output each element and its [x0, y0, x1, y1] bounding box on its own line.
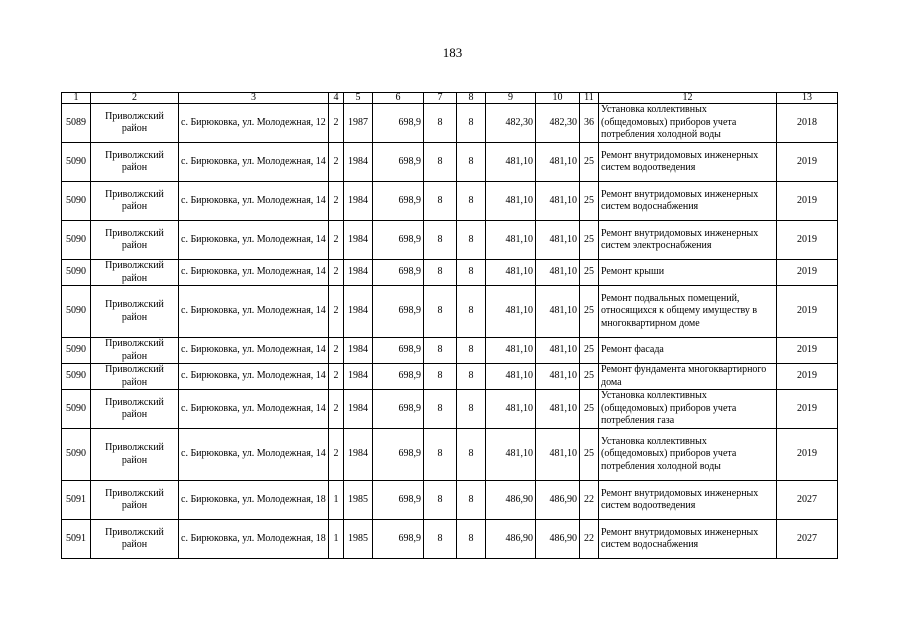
cell-work-type: Ремонт фасада	[599, 338, 777, 364]
column-header-9: 9	[486, 93, 536, 104]
cell-cost: 481,10	[486, 364, 536, 390]
cell-cost: 481,10	[486, 260, 536, 286]
cell-build-year: 1984	[344, 182, 373, 221]
table-row	[62, 429, 838, 481]
cell-build-year: 1984	[344, 429, 373, 481]
cell-address: с. Бирюковка, ул. Молодежная, 14	[179, 338, 329, 364]
cell-cost: 481,10	[486, 390, 536, 429]
cell-col-11: 25	[580, 429, 599, 481]
cell-limit-cost: 481,10	[536, 286, 580, 338]
cell-district: Приволжский район	[91, 338, 179, 364]
table-row	[62, 143, 838, 182]
table-row	[62, 182, 838, 221]
cell-limit-cost: 481,10	[536, 143, 580, 182]
capital-repair-table	[61, 92, 838, 559]
cell-floors: 2	[329, 429, 344, 481]
cell-row-number: 5090	[62, 143, 91, 182]
cell-row-number: 5090	[62, 260, 91, 286]
cell-work-type: Ремонт внутридомовых инженерных систем водоотведения	[599, 481, 777, 520]
cell-col-7: 8	[424, 429, 457, 481]
cell-col-7: 8	[424, 338, 457, 364]
cell-build-year: 1984	[344, 364, 373, 390]
table-row	[62, 364, 838, 390]
cell-floors: 2	[329, 286, 344, 338]
cell-plan-year: 2019	[777, 182, 838, 221]
cell-total-area: 698,9	[373, 364, 424, 390]
cell-plan-year: 2019	[777, 221, 838, 260]
cell-plan-year: 2019	[777, 429, 838, 481]
cell-district: Приволжский район	[91, 364, 179, 390]
cell-col-11: 25	[580, 364, 599, 390]
cell-row-number: 5091	[62, 481, 91, 520]
column-header-4: 4	[329, 93, 344, 104]
cell-floors: 1	[329, 481, 344, 520]
cell-work-type: Ремонт внутридомовых инженерных систем водоснабжения	[599, 520, 777, 559]
cell-district: Приволжский район	[91, 104, 179, 143]
cell-total-area: 698,9	[373, 286, 424, 338]
cell-col-11: 22	[580, 520, 599, 559]
column-header-2: 2	[91, 93, 179, 104]
cell-district: Приволжский район	[91, 390, 179, 429]
cell-address: с. Бирюковка, ул. Молодежная, 12	[179, 104, 329, 143]
cell-limit-cost: 481,10	[536, 260, 580, 286]
cell-address: с. Бирюковка, ул. Молодежная, 14	[179, 182, 329, 221]
cell-col-11: 25	[580, 286, 599, 338]
cell-address: с. Бирюковка, ул. Молодежная, 14	[179, 143, 329, 182]
cell-floors: 2	[329, 338, 344, 364]
cell-limit-cost: 481,10	[536, 338, 580, 364]
cell-work-type: Ремонт крыши	[599, 260, 777, 286]
cell-address: с. Бирюковка, ул. Молодежная, 14	[179, 390, 329, 429]
cell-plan-year: 2018	[777, 104, 838, 143]
cell-total-area: 698,9	[373, 221, 424, 260]
cell-district: Приволжский район	[91, 429, 179, 481]
cell-col-8: 8	[457, 520, 486, 559]
column-header-10: 10	[536, 93, 580, 104]
cell-cost: 486,90	[486, 481, 536, 520]
cell-plan-year: 2019	[777, 338, 838, 364]
cell-col-8: 8	[457, 104, 486, 143]
cell-address: с. Бирюковка, ул. Молодежная, 18	[179, 481, 329, 520]
cell-col-11: 36	[580, 104, 599, 143]
cell-address: с. Бирюковка, ул. Молодежная, 18	[179, 520, 329, 559]
cell-work-type: Ремонт внутридомовых инженерных систем электроснабжения	[599, 221, 777, 260]
cell-cost: 481,10	[486, 143, 536, 182]
column-header-6: 6	[373, 93, 424, 104]
cell-floors: 2	[329, 143, 344, 182]
cell-work-type: Установка коллективных (общедомовых) приборов учета потребления холодной воды	[599, 429, 777, 481]
cell-col-11: 25	[580, 390, 599, 429]
cell-district: Приволжский район	[91, 481, 179, 520]
cell-cost: 481,10	[486, 429, 536, 481]
cell-district: Приволжский район	[91, 520, 179, 559]
cell-total-area: 698,9	[373, 104, 424, 143]
cell-col-7: 8	[424, 104, 457, 143]
cell-col-7: 8	[424, 364, 457, 390]
cell-col-11: 25	[580, 182, 599, 221]
cell-plan-year: 2027	[777, 481, 838, 520]
column-header-8: 8	[457, 93, 486, 104]
cell-build-year: 1984	[344, 338, 373, 364]
cell-floors: 2	[329, 390, 344, 429]
cell-floors: 2	[329, 104, 344, 143]
cell-total-area: 698,9	[373, 481, 424, 520]
column-header-7: 7	[424, 93, 457, 104]
cell-total-area: 698,9	[373, 338, 424, 364]
cell-floors: 2	[329, 221, 344, 260]
cell-limit-cost: 481,10	[536, 429, 580, 481]
cell-col-8: 8	[457, 364, 486, 390]
cell-col-8: 8	[457, 221, 486, 260]
cell-col-11: 25	[580, 260, 599, 286]
cell-plan-year: 2027	[777, 520, 838, 559]
cell-district: Приволжский район	[91, 182, 179, 221]
table-body	[62, 104, 838, 559]
cell-total-area: 698,9	[373, 143, 424, 182]
cell-row-number: 5090	[62, 390, 91, 429]
cell-total-area: 698,9	[373, 520, 424, 559]
column-header-11: 11	[580, 93, 599, 104]
cell-row-number: 5089	[62, 104, 91, 143]
cell-plan-year: 2019	[777, 286, 838, 338]
cell-col-7: 8	[424, 286, 457, 338]
cell-col-8: 8	[457, 429, 486, 481]
cell-col-8: 8	[457, 260, 486, 286]
cell-work-type: Установка коллективных (общедомовых) приборов учета потребления газа	[599, 390, 777, 429]
cell-col-7: 8	[424, 390, 457, 429]
cell-cost: 482,30	[486, 104, 536, 143]
cell-col-8: 8	[457, 338, 486, 364]
table-row	[62, 481, 838, 520]
cell-total-area: 698,9	[373, 390, 424, 429]
cell-total-area: 698,9	[373, 260, 424, 286]
cell-cost: 481,10	[486, 221, 536, 260]
cell-total-area: 698,9	[373, 429, 424, 481]
cell-district: Приволжский район	[91, 286, 179, 338]
table-row	[62, 390, 838, 429]
cell-col-11: 25	[580, 221, 599, 260]
table-row	[62, 104, 838, 143]
cell-floors: 2	[329, 364, 344, 390]
cell-limit-cost: 486,90	[536, 520, 580, 559]
cell-address: с. Бирюковка, ул. Молодежная, 14	[179, 221, 329, 260]
column-number-row	[62, 93, 838, 104]
cell-build-year: 1985	[344, 481, 373, 520]
cell-limit-cost: 482,30	[536, 104, 580, 143]
cell-district: Приволжский район	[91, 143, 179, 182]
cell-plan-year: 2019	[777, 143, 838, 182]
cell-col-8: 8	[457, 182, 486, 221]
column-header-1: 1	[62, 93, 91, 104]
cell-col-11: 25	[580, 338, 599, 364]
column-header-3: 3	[179, 93, 329, 104]
cell-row-number: 5090	[62, 338, 91, 364]
cell-build-year: 1984	[344, 260, 373, 286]
cell-row-number: 5090	[62, 429, 91, 481]
cell-district: Приволжский район	[91, 221, 179, 260]
table-row	[62, 221, 838, 260]
cell-row-number: 5091	[62, 520, 91, 559]
cell-work-type: Ремонт подвальных помещений, относящихся к общему имуществу в многоквартирном доме	[599, 286, 777, 338]
cell-build-year: 1987	[344, 104, 373, 143]
cell-plan-year: 2019	[777, 364, 838, 390]
table-row	[62, 338, 838, 364]
column-header-13: 13	[777, 93, 838, 104]
cell-col-7: 8	[424, 221, 457, 260]
cell-col-8: 8	[457, 143, 486, 182]
cell-col-11: 25	[580, 143, 599, 182]
cell-row-number: 5090	[62, 182, 91, 221]
cell-floors: 1	[329, 520, 344, 559]
page-number: 183	[442, 45, 463, 60]
cell-row-number: 5090	[62, 286, 91, 338]
cell-build-year: 1985	[344, 520, 373, 559]
cell-address: с. Бирюковка, ул. Молодежная, 14	[179, 429, 329, 481]
cell-work-type: Ремонт фундамента многоквартирного дома	[599, 364, 777, 390]
cell-col-7: 8	[424, 260, 457, 286]
cell-build-year: 1984	[344, 221, 373, 260]
cell-total-area: 698,9	[373, 182, 424, 221]
cell-address: с. Бирюковка, ул. Молодежная, 14	[179, 364, 329, 390]
cell-col-7: 8	[424, 143, 457, 182]
cell-limit-cost: 481,10	[536, 390, 580, 429]
cell-row-number: 5090	[62, 364, 91, 390]
cell-build-year: 1984	[344, 390, 373, 429]
cell-plan-year: 2019	[777, 390, 838, 429]
cell-limit-cost: 486,90	[536, 481, 580, 520]
cell-cost: 481,10	[486, 338, 536, 364]
cell-col-11: 22	[580, 481, 599, 520]
cell-cost: 481,10	[486, 182, 536, 221]
cell-cost: 486,90	[486, 520, 536, 559]
cell-floors: 2	[329, 182, 344, 221]
cell-work-type: Ремонт внутридомовых инженерных систем водоотведения	[599, 143, 777, 182]
column-header-12: 12	[599, 93, 777, 104]
table-row	[62, 260, 838, 286]
cell-floors: 2	[329, 260, 344, 286]
column-header-5: 5	[344, 93, 373, 104]
cell-row-number: 5090	[62, 221, 91, 260]
cell-work-type: Ремонт внутридомовых инженерных систем водоснабжения	[599, 182, 777, 221]
cell-col-8: 8	[457, 481, 486, 520]
cell-col-8: 8	[457, 390, 486, 429]
cell-limit-cost: 481,10	[536, 364, 580, 390]
cell-col-8: 8	[457, 286, 486, 338]
cell-limit-cost: 481,10	[536, 221, 580, 260]
cell-col-7: 8	[424, 520, 457, 559]
cell-limit-cost: 481,10	[536, 182, 580, 221]
table-row	[62, 286, 838, 338]
cell-cost: 481,10	[486, 286, 536, 338]
table-row	[62, 520, 838, 559]
cell-build-year: 1984	[344, 286, 373, 338]
cell-col-7: 8	[424, 182, 457, 221]
cell-address: с. Бирюковка, ул. Молодежная, 14	[179, 260, 329, 286]
cell-plan-year: 2019	[777, 260, 838, 286]
cell-build-year: 1984	[344, 143, 373, 182]
cell-district: Приволжский район	[91, 260, 179, 286]
cell-work-type: Установка коллективных (общедомовых) приборов учета потребления холодной воды	[599, 104, 777, 143]
cell-address: с. Бирюковка, ул. Молодежная, 14	[179, 286, 329, 338]
cell-col-7: 8	[424, 481, 457, 520]
